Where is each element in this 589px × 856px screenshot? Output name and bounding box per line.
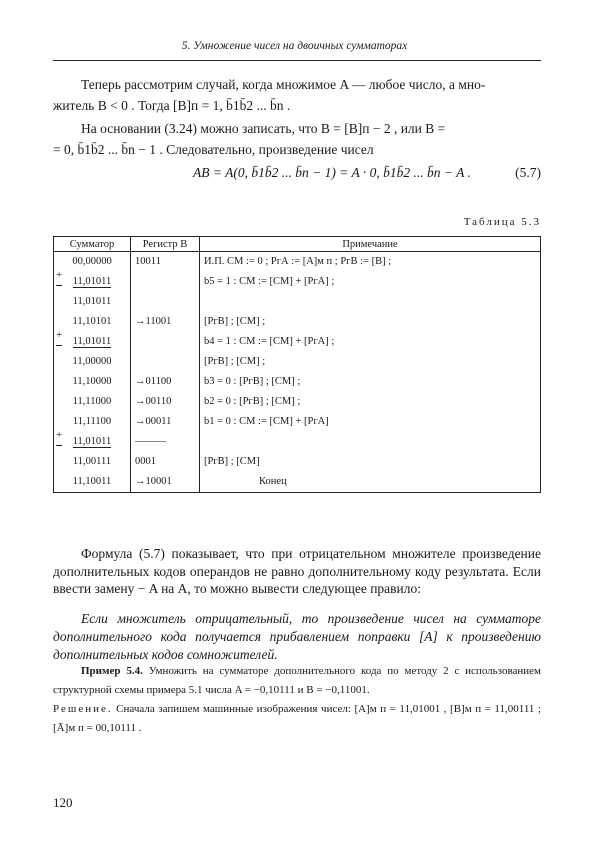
adder-value-text: 11,00111 <box>72 456 112 467</box>
adder-value <box>58 352 126 372</box>
note-line: [РгB] ; [СМ] ; <box>204 316 266 327</box>
adder-value <box>58 292 126 312</box>
adder-value <box>56 429 126 452</box>
multiplication-table <box>53 236 541 493</box>
header-adder: Сумматор <box>54 237 131 252</box>
adder-column <box>54 252 131 493</box>
note-line: b5 = 1 : СМ := [СМ] + [РгА] ; <box>204 276 335 287</box>
register-value <box>135 272 195 292</box>
intro-paragraph <box>53 74 541 116</box>
register-value: 10011 <box>135 256 161 267</box>
example-title: Пример 5.4. <box>81 665 143 677</box>
adder-value-text: 11,10000 <box>72 376 112 387</box>
adder-value <box>58 452 126 472</box>
note-line: b4 = 1 : СМ := [СМ] + [РгА] ; <box>204 336 335 347</box>
rule-paragraph: Если множитель отрицательный, то произведение чисел на сумматоре дополнительного кода получается прибавлением поправки [A] к произведению дополнительных кодов сомножителей. <box>53 611 541 662</box>
example-paragraph <box>53 662 541 738</box>
adder-value <box>56 329 126 352</box>
basis-line-2: = 0, b̄1b̄2 ... b̄n − 1 . Следовательно, произведение чисел <box>53 142 374 157</box>
note-column <box>200 252 541 493</box>
plus-sign: + <box>56 425 62 446</box>
adder-value-text: 11,00000 <box>72 356 112 367</box>
note-line: Конец <box>259 476 287 487</box>
note-line <box>204 432 536 452</box>
register-value <box>135 352 195 372</box>
basis-line-1: На основании (3.24) можно записать, что B = [B]п − 2 , или B = <box>81 121 446 136</box>
adder-value-text: 11,01011 <box>72 336 112 347</box>
register-value <box>135 292 195 312</box>
note-line: [РгB] ; [СМ] <box>204 456 260 467</box>
register-value: →11001 <box>135 316 172 327</box>
register-value: 0001 <box>135 456 156 467</box>
adder-value <box>58 312 126 332</box>
note-line: b2 = 0 : [РгB] ; [СМ] ; <box>204 396 301 407</box>
adder-value <box>58 372 126 392</box>
register-value: →01100 <box>135 376 172 387</box>
header-register-b: Регистр B <box>131 237 200 252</box>
register-column <box>131 252 200 493</box>
basis-paragraph <box>53 118 541 160</box>
adder-stack <box>58 252 126 492</box>
adder-value-text: 11,10101 <box>72 316 112 327</box>
adder-value-text: 11,01011 <box>72 296 112 307</box>
table-caption: Таблица 5.3 <box>463 216 541 228</box>
register-value: →10001 <box>135 476 172 487</box>
page-number: 120 <box>53 795 73 810</box>
note-line: И.П. СМ := 0 ; РгА := [A]м п ; РгВ := [B] ; <box>204 256 392 267</box>
note-stack <box>204 252 536 492</box>
example-text: Умножить на сумматоре дополнительного кода по методу 2 с использованием структурной схемы примера 5.1 числа A = −0,10111 и B = −0,11001. <box>53 665 542 696</box>
solution-text: Сначала запишем машинные изображения чисел: [A]м п = 11,01001 , [B]м п = 11,00111 ; [Ā]м п = 00,10111 . <box>53 703 542 734</box>
register-value: →00011 <box>135 416 172 427</box>
adder-value <box>58 412 126 432</box>
note-line: [РгB] ; [СМ] ; <box>204 356 266 367</box>
intro-line-1: Теперь рассмотрим случай, когда множимое A — любое число, а мно- <box>81 77 486 92</box>
running-header: 5. Умножение чисел на двоичных сумматорах <box>181 40 408 52</box>
header-rule <box>53 60 541 61</box>
note-line <box>204 292 536 312</box>
adder-value-text: 11,11000 <box>72 396 112 407</box>
adder-value-text: 11,11100 <box>72 416 112 427</box>
solution-label: Решение. <box>53 703 113 715</box>
adder-value <box>58 252 126 272</box>
register-value: →00110 <box>135 396 172 407</box>
adder-value-text: 00,00000 <box>72 256 112 267</box>
adder-value-text: 11,01011 <box>72 436 112 447</box>
adder-value <box>58 472 126 492</box>
register-value: ——— <box>135 436 167 447</box>
adder-value-text: 11,10011 <box>72 476 112 487</box>
intro-line-2: житель B < 0 . Тогда [B]п = 1, b̄1b̄2 ... b̄n . <box>53 98 291 113</box>
plus-sign: + <box>56 325 62 346</box>
explanation-paragraph: Формула (5.7) показывает, что при отрицательном множителе произведение дополнительных кодов операндов не равно дополнительному коду результата. Если ввести замену − A на A, то можно вывести следующее правило: <box>53 546 541 596</box>
register-value <box>135 332 195 352</box>
adder-value <box>56 269 126 292</box>
register-stack <box>135 252 195 492</box>
table-header-row <box>54 237 541 252</box>
table-body-row <box>54 252 541 493</box>
note-line: b3 = 0 : [РгB] ; [СМ] ; <box>204 376 301 387</box>
adder-value <box>58 392 126 412</box>
note-line: b1 = 0 : СМ := [СМ] + [РгА] <box>204 416 329 427</box>
header-note: Примечание <box>200 237 541 252</box>
formula-expression: AB = A(0, b̄1b̄2 ... b̄n − 1) = A · 0, b̄1b̄2 ... b̄n − A . <box>193 165 471 180</box>
adder-value-text: 11,01011 <box>72 276 112 287</box>
formula-number: (5.7) <box>515 165 541 180</box>
plus-sign: + <box>56 265 62 286</box>
